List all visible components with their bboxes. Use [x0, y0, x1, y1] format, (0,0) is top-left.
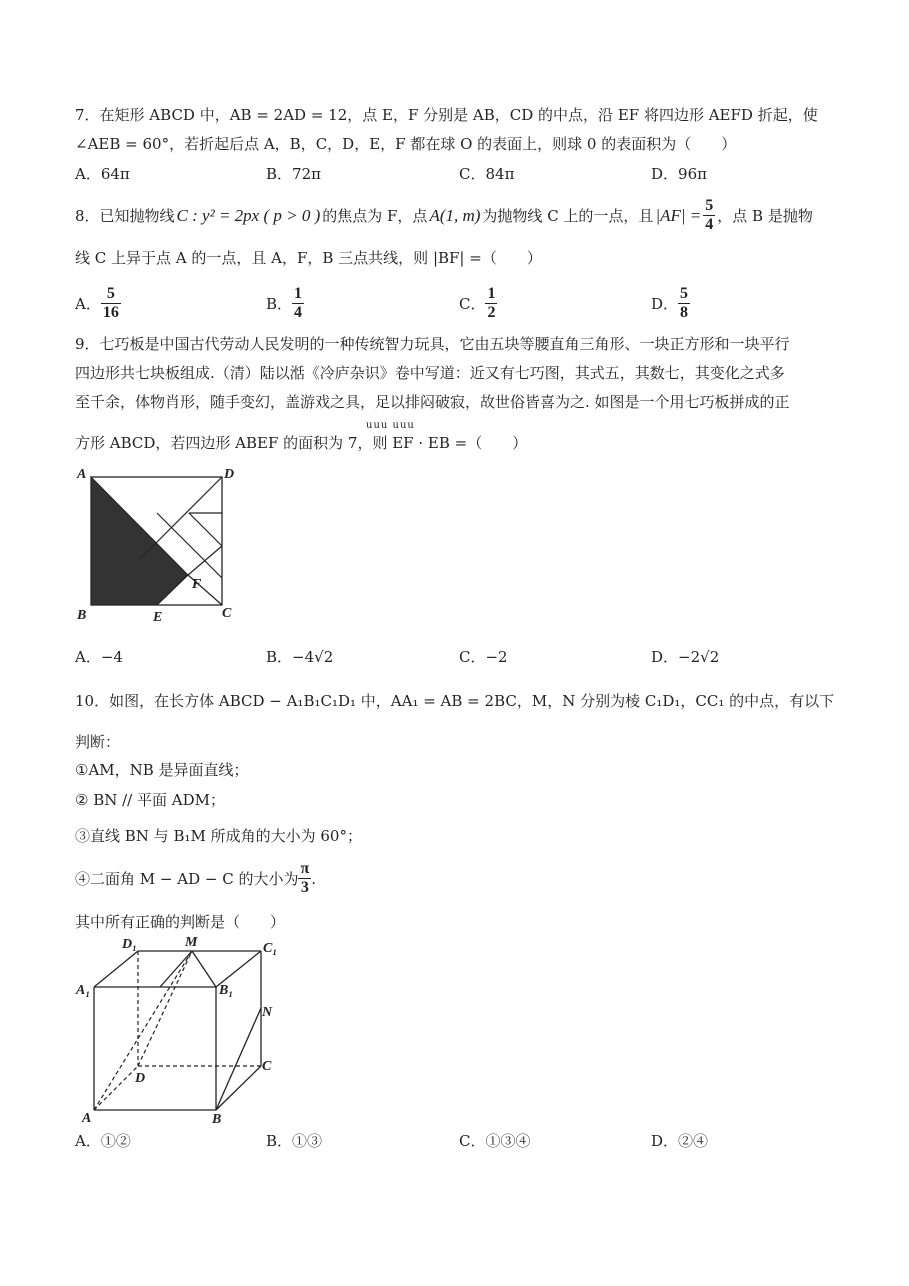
q7-option-d: D．96π [651, 165, 707, 183]
edge-b1c1 [216, 951, 261, 987]
edge-m-to-a1b1 [160, 951, 192, 987]
q8-option-c-num: 1 [487, 285, 496, 302]
shaded-quad-abef [91, 477, 188, 605]
q9-line2: 四边形共七块板组成.（清）陆以湉《冷庐杂识》卷中写道：近又有七巧图，其式五，其数七，其变化之式多 [75, 364, 785, 382]
q8-option-c [459, 285, 497, 322]
q8-af-fraction [703, 197, 715, 234]
cuboid-label-d1: D₁ [122, 937, 137, 952]
q8-text-e: 为抛物线 C 上的一点，且 [482, 207, 654, 225]
q8-option-a-frac [101, 285, 121, 322]
q8-option-a-label: A． [75, 295, 101, 313]
tangram-line-1 [140, 477, 222, 559]
q7-option-c: C．84π [459, 165, 515, 183]
q8-af-den: 4 [705, 216, 714, 233]
cuboid-label-a: A [82, 1111, 92, 1124]
q8-text-a: 8．已知抛物线 [75, 207, 175, 225]
q7-option-b: B．72π [266, 165, 321, 183]
tangram-label-e: E [153, 610, 163, 625]
q9-line3: 至千余，体物肖形，随手变幻，盖游戏之具，足以排闷破寂，故世俗皆喜为之. 如图是一个用七巧板拼成的正 [75, 393, 790, 411]
cuboid-label-a1: A₁ [76, 983, 91, 998]
q10-statement-4-text: ④二面角 M − AD − C 的大小为 [75, 870, 299, 888]
q8-option-b-label: B． [266, 295, 293, 313]
q10-statement-1: ①AM，NB 是异面直线； [75, 761, 249, 779]
q8-text-g: ，点 B 是抛物 [717, 207, 813, 225]
cuboid-label-m: M [185, 935, 198, 950]
q10-line2: 判断： [75, 733, 121, 751]
q8-option-d [651, 285, 690, 322]
q8-option-b [266, 285, 304, 322]
q10-line1: 10．如图，在长方体 ABCD − A₁B₁C₁D₁ 中，AA₁ = AB = 2BC，M，N 分别为棱 C₁D₁，CC₁ 的中点，有以下 [75, 692, 835, 710]
tangram-line-5 [188, 546, 222, 575]
q8-point-a: A(1, m) [429, 205, 481, 225]
hidden-edge-ad [94, 1066, 138, 1110]
q8-option-b-frac [292, 285, 304, 322]
q8-option-a-den: 16 [102, 304, 119, 321]
q9-option-a: A．−4 [75, 648, 123, 666]
q10-frac-num: π [300, 860, 310, 877]
edge-bn [216, 1008, 261, 1110]
edge-a1d1 [94, 951, 138, 987]
q8-line1 [75, 197, 813, 234]
cuboid-label-b: B [212, 1112, 222, 1124]
q8-option-d-num: 5 [680, 285, 689, 302]
q7-option-a: A．64π [75, 165, 130, 183]
q8-parabola-eq: C : y² = 2px ( p > 0 ) [176, 205, 321, 225]
q9-vector-marks: uuu uuu [366, 420, 415, 431]
q7-line1: 7．在矩形 ABCD 中，AB = 2AD = 12，点 E，F 分别是 AB，CD 的中点，沿 EF 将四边形 AEFD 折起，使 [75, 106, 818, 124]
cuboid-label-c1: C₁ [263, 941, 278, 956]
tangram-label-f: F [192, 577, 202, 592]
hidden-edge-dm [138, 951, 192, 1066]
q9-option-d: D．−2√2 [651, 648, 720, 666]
tangram-line-3 [189, 513, 222, 546]
q8-option-d-frac [678, 285, 690, 322]
q10-option-c: C．①③④ [459, 1132, 531, 1150]
q10-option-b: B．①③ [266, 1132, 323, 1150]
cuboid-label-n: N [262, 1005, 273, 1020]
q8-option-d-den: 8 [680, 304, 689, 321]
q7-line2: ∠AEB = 60°，若折起后点 A，B，C，D，E，F 都在球 O 的表面上，则球 0 的表面积为（ ） [75, 135, 737, 153]
q10-statement-3: ③直线 BN 与 B₁M 所成角的大小为 60°； [75, 827, 362, 845]
edge-bc [216, 1066, 261, 1110]
q8-option-c-label: C． [459, 295, 486, 313]
q9-line1: 9．七巧板是中国古代劳动人民发明的一种传统智力玩具，它由五块等腰直角三角形、一块正方形和一块平行 [75, 335, 790, 353]
q8-option-b-den: 4 [294, 304, 303, 321]
q10-statement-4-end: . [311, 869, 316, 888]
q10-frac-den: 3 [300, 879, 309, 896]
cuboid-figure [74, 932, 284, 1124]
tangram-figure [74, 464, 244, 629]
tangram-label-c: C [222, 606, 232, 621]
q10-statement-4 [75, 860, 316, 897]
q8-line2: 线 C 上异于点 A 的一点，且 A，F，B 三点共线，则 |BF| =（ ） [75, 249, 542, 267]
tangram-label-d: D [224, 467, 235, 482]
q8-option-c-frac [485, 285, 497, 322]
q9-option-c: C．−2 [459, 648, 508, 666]
q9-option-b: B．−4√2 [266, 648, 334, 666]
q10-question: 其中所有正确的判断是（ ） [75, 913, 286, 931]
q8-option-d-label: D． [651, 295, 679, 313]
cuboid-label-b1: B₁ [219, 983, 234, 998]
tangram-label-a: A [77, 467, 87, 482]
q10-option-a: A．①② [75, 1132, 131, 1150]
q8-af-abs: |AF| = [655, 205, 702, 225]
q8-option-a [75, 285, 121, 322]
q8-af-num: 5 [705, 197, 714, 214]
q10-option-d: D．②④ [651, 1132, 709, 1150]
q8-option-a-num: 5 [101, 285, 121, 304]
q8-option-c-den: 2 [487, 304, 496, 321]
cuboid-label-c: C [262, 1059, 272, 1074]
q10-statement-2: ② BN // 平面 ADM； [75, 791, 225, 809]
cuboid-label-d: D [135, 1071, 146, 1086]
q8-text-c: 的焦点为 F，点 [322, 207, 428, 225]
q8-option-b-num: 1 [294, 285, 303, 302]
q10-pi-over-3 [298, 860, 311, 897]
tangram-label-b: B [77, 608, 87, 623]
edge-mb1 [192, 951, 216, 987]
q9-line4: 方形 ABCD，若四边形 ABEF 的面积为 7，则 EF · EB =（ ） [75, 434, 528, 452]
